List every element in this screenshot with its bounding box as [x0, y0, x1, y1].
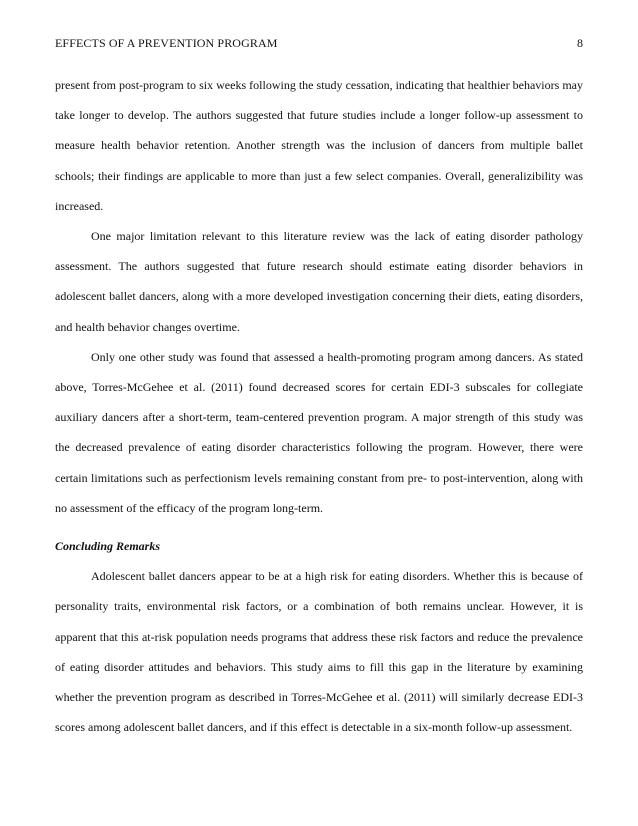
page-number: 8 — [577, 36, 583, 50]
running-title: EFFECTS OF A PREVENTION PROGRAM — [55, 36, 278, 50]
paragraph-limitation: One major limitation relevant to this literature review was the lack of eating disorder pathology assessment. The authors suggested that future research should estimate eating disorder behaviors in adolescent ballet dancers, along with a more developed investigation concerning their diets, eating disorders, and health behavior changes overtime. — [55, 229, 583, 334]
paragraph-continuation: present from post-program to six weeks following the study cessation, indicating that healthier behaviors may take longer to develop. The authors suggested that future studies include a longer follow-up assessment to measure health behavior retention. Another strength was the inclusion of dancers from multiple ballet schools; their findings are applicable to more than just a few select companies. Overall, generalizibility was increased. — [55, 78, 583, 213]
body-text — [55, 70, 583, 742]
paragraph-concluding: Adolescent ballet dancers appear to be at a high risk for eating disorders. Whether this is because of personality traits, environmental risk factors, or a combination of both remains unclear. However, it is apparent that this at-risk population needs programs that address these risk factors and reduce the prevalence of eating disorder attitudes and behaviors. This study aims to fill this gap in the literature by examining whether the prevention program as described in Torres-McGehee et al. (2011) will similarly decrease EDI-3 scores among adolescent ballet dancers, and if this effect is detectable in a six-month follow-up assessment. — [55, 569, 583, 735]
running-head — [55, 35, 583, 51]
paragraph-other-study: Only one other study was found that assessed a health-promoting program among dancers. As stated above, Torres-McGehee et al. (2011) found decreased scores for certain EDI-3 subscales for collegiate auxiliary dancers after a short-term, team-centered prevention program. A major strength of this study was the decreased prevalence of eating disorder characteristics following the program. However, there were certain limitations such as perfectionism levels remaining constant from pre- to post-intervention, along with no assessment of the efficacy of the program long-term. — [55, 349, 583, 515]
section-heading: Concluding Remarks — [55, 539, 161, 554]
